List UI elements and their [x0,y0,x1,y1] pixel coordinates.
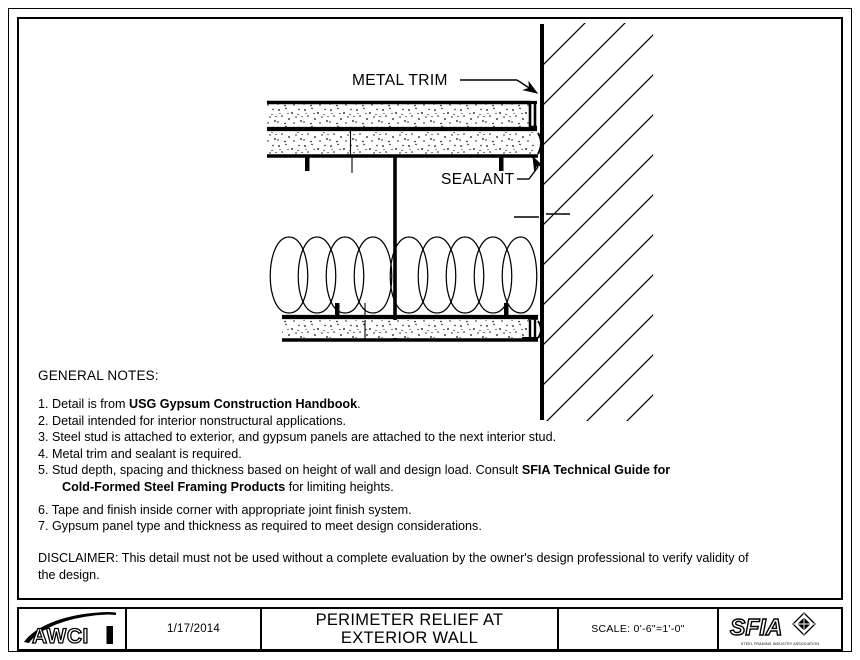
drawing-title [316,611,504,648]
note-6-text: Tape and finish inside corner with appropriate joint finish system. [51,502,412,517]
note-item-5-continuation [38,480,738,496]
note-3-text: Steel stud is attached to exterior, and gypsum panels are attached to the next interior stud. [52,430,557,445]
note-item-2 [38,414,738,430]
svg-text:SFIA: SFIA [730,614,783,640]
note-5-cont-text: for limiting heights. [285,479,394,494]
note-5-text: Stud depth, spacing and thickness based on height of wall and design load. Consult [52,463,522,478]
sfia-logo [724,609,836,649]
note-5-number: 5. [38,463,49,478]
sealant-bead-upper [538,133,541,154]
note-item-1 [38,397,738,413]
drawing-title-line1: PERIMETER RELIEF AT [315,610,504,629]
note-item-6 [38,503,738,519]
drawing-scale: SCALE: 0'-6"=1'-0" [591,623,685,635]
note-4-number: 4. [38,446,49,461]
note-1-text: Detail is from [52,397,129,411]
note-7-number: 7. [38,519,49,534]
drawing-title-line2: EXTERIOR WALL [340,629,479,647]
note-1-number: 1. [38,397,49,411]
drawing-scale-cell [559,609,719,649]
gypsum-panel-upper-layer1 [267,104,530,127]
label-sealant: SEALANT [441,171,515,188]
upper-track-fasteners [305,156,504,171]
drawing-date-cell [127,609,262,649]
note-1-bold: USG Gypsum Construction Handbook [129,397,358,411]
note-5-cont-bold: Cold-Formed Steel Framing Products [62,479,286,494]
note-1-post: . [357,397,361,411]
sfia-diamond-icon [793,613,815,635]
note-4-text: Metal trim and sealant is required. [52,446,242,461]
note-item-3 [38,430,738,446]
note-5-bold: SFIA Technical Guide for [521,463,671,478]
drawing-title-cell [262,609,559,649]
note-3-number: 3. [38,430,49,445]
disclaimer-text: DISCLAIMER: This detail must not be used without a complete evaluation by the owner's design professional to verify validity of the design. [38,551,749,582]
gypsum-panel-lower [282,320,530,338]
general-notes-block [38,368,738,536]
awci-logo [20,609,124,649]
note-2-text: Detail intended for interior nonstructural applications. [52,413,347,428]
general-notes-heading: GENERAL NOTES: [38,368,159,383]
note-item-4 [38,447,738,463]
title-block [17,607,843,651]
note-7-text: Gypsum panel type and thickness as required to meet design considerations. [52,519,482,534]
label-metal-trim: METAL TRIM [352,72,448,89]
gypsum-panel-upper-layer2 [267,132,534,154]
sfia-logo-subtitle: STEEL FRAMING INDUSTRY ASSOCIATION [740,642,820,646]
note-item-7 [38,519,738,535]
sealant-bead-lower [538,321,541,338]
note-item-5 [38,463,738,479]
sfia-logo-cell [719,609,841,649]
drawing-date: 1/17/2014 [167,623,220,635]
svg-text:AWCI: AWCI [32,625,89,648]
metal-trim-profile [528,101,537,128]
awci-logo-cell [19,609,127,649]
note-2-number: 2. [38,413,49,428]
note-6-number: 6. [38,502,49,517]
batt-insulation [270,237,537,313]
